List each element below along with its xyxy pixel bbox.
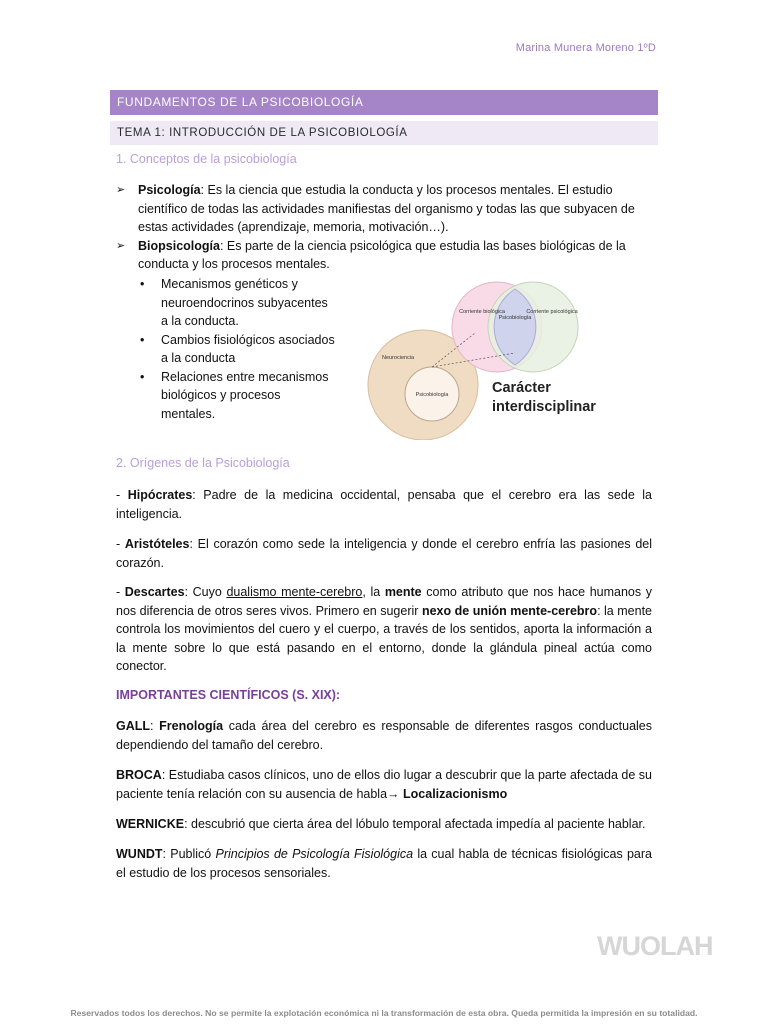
arrow-bullet-icon: ➢ [116, 239, 126, 252]
interdisciplinary-diagram [355, 275, 625, 440]
paragraph-hipocrates: - Hipócrates: Padre de la medicina occidental, pensaba que el cerebro era las sede la inteligencia. [116, 488, 653, 521]
label-corriente: Corriente biológica [459, 309, 505, 315]
subject-header: FUNDAMENTOS DE LA PSICOBIOLOGÍA [110, 90, 658, 115]
concepts-list [116, 181, 656, 274]
label-corriente-psic: Corriente psicológica [526, 309, 578, 315]
wuolah-logo: WUOLAH [597, 931, 713, 961]
list-item: • Cambios fisiológicos asociados a la conducta [140, 332, 335, 365]
list-item [116, 181, 656, 237]
list-item: • Relaciones entre mecanismos biológicos y procesos mentales. [140, 369, 329, 421]
section1-title: 1. Conceptos de la psicobiología [116, 152, 297, 166]
term: Biopsicología [138, 238, 220, 253]
paragraph-wundt: WUNDT: Publicó Principios de Psicología Fisiológica la cual habla de técnicas fisiológicas para el estudio de los procesos sensoriales. [116, 847, 653, 880]
definition: : Es la ciencia que estudia la conducta y los procesos mentales. El estudio científico de todas las actividades manifiestas del organismo y todas las que subyacen de estas actividades (aprendizaje, memoria, motivación…). [138, 183, 635, 234]
author-name: Marina Munera Moreno 1ºD [515, 42, 656, 54]
caption-line1: Carácter [492, 380, 551, 396]
biopsicologia-sublist [138, 275, 338, 423]
bullet-icon: • [140, 277, 145, 291]
label-center: Psicobiología [498, 315, 532, 321]
label-neurociencia: Neurociencia [382, 355, 415, 361]
copyright-footer: Reservados todos los derechos. No se permite la explotación económica ni la transformación de esta obra. Queda permitida la impresión en su totalidad. [70, 1008, 698, 1018]
paragraph-broca: BROCA: Estudiaba casos clínicos, uno de ellos dio lugar a descubrir que la parte afectada de su paciente tenía relación con su ausencia de habla→ Localizacionismo [116, 768, 652, 801]
topic-header: TEMA 1: INTRODUCCIÓN DE LA PSICOBIOLOGÍA [110, 121, 658, 145]
list-item: • Mecanismos genéticos y neuroendocrinos subyacentes a la conducta. [140, 277, 328, 328]
paragraph-gall: GALL: Frenología cada área del cerebro es responsable de diferentes rasgos conductuales dependiendo del tamaño del cerebro. [116, 719, 652, 752]
list-item [116, 237, 656, 274]
important-scientists-heading: IMPORTANTES CIENTÍFICOS (S. XIX): [116, 688, 341, 702]
caption-line2: interdisciplinar [492, 399, 596, 415]
paragraph-wernicke: WERNICKE: descubrió que cierta área del lóbulo temporal afectada impedía al paciente hablar. [116, 817, 646, 831]
section2-title: 2. Orígenes de la Psicobiología [116, 456, 290, 470]
definition: : Es parte de la ciencia psicológica que estudia las bases biológicas de la conducta y los procesos mentales. [138, 238, 626, 271]
paragraph-descartes: - Descartes: Cuyo dualismo mente-cerebro, la mente como atributo que nos hace humanos y nos diferencia de otros seres vivos. Primero en sugerir nexo de unión mente-cerebro: la mente controla los movimientos del cuero y el cuerpo, a través de los sentidos, aporta la información a la mente sobre lo que está pasando en el entorno, donde la glándula pineal actúa como conector. [116, 585, 653, 673]
bullet-icon: • [140, 369, 145, 384]
arrow-bullet-icon: ➢ [116, 184, 126, 196]
bullet-icon: • [140, 332, 145, 347]
term: Psicología [138, 183, 201, 197]
label-psicobiologia: Psicobiología [415, 392, 449, 398]
paragraph-aristoteles: - Aristóteles: El corazón como sede la inteligencia y donde el cerebro enfría las pasiones del corazón. [116, 537, 652, 570]
